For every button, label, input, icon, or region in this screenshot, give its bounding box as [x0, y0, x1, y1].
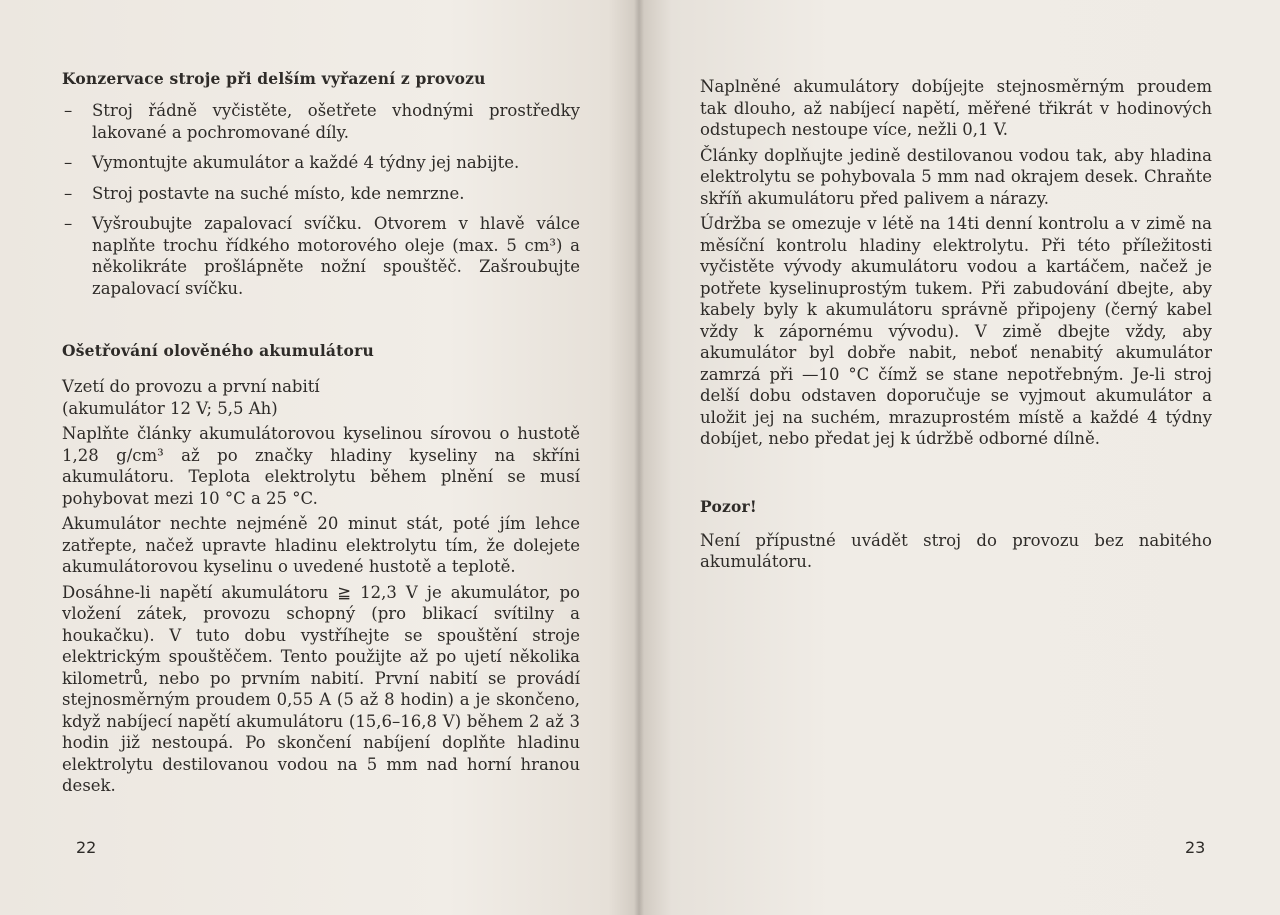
- paragraph: Akumulátor nechte nejméně 20 minut stát, poté jím lehce zatřepte, načež upravte hladinu elektrolytu tím, že dolejete akumulátorovou kyselinu o uvedené hustotě a teplotě.: [62, 514, 580, 576]
- page-number-right: 23: [1185, 838, 1206, 857]
- intro-line: (akumulátor 12 V; 5,5 Ah): [62, 398, 278, 418]
- right-page-content: [700, 76, 1212, 573]
- warning-heading: Pozor!: [700, 496, 757, 516]
- page-number-left: 22: [76, 838, 97, 857]
- list-item: – Stroj postavte na suché místo, kde nemrzne.: [62, 183, 580, 205]
- paragraph: Naplňte články akumulátorovou kyselinou sírovou o hustotě 1,28 g/cm³ až po značky hladiny kyseliny na skříni akumulátoru. Teplota elektrolytu během plnění se musí pohybovat mezi 10 °C a 25 °C.: [62, 424, 580, 508]
- section-heading-battery: Ošetřování olověného akumulátoru: [62, 341, 374, 360]
- paragraph: Články doplňujte jedině destilovanou vodou tak, aby hladina elektrolytu se pohybovala 5 mm nad okrajem desek. Chraňte skříň akumulátoru před palivem a nárazy.: [700, 145, 1212, 208]
- left-page-content: [62, 68, 580, 797]
- list-item: – Stroj řádně vyčistěte, ošetřete vhodnými prostředky lakované a pochromované díly.: [62, 100, 580, 143]
- conservation-list: [62, 100, 580, 299]
- list-item: – Vyšroubujte zapalovací svíčku. Otvorem v hlavě válce naplňte trochu řídkého motorového oleje (max. 5 cm³) a několikráte prošlápněte nožní spouštěč. Zašroubujte zapalovací svíčku.: [62, 213, 580, 299]
- paragraph: Dosáhne-li napětí akumulátoru ≧ 12,3 V je akumulátor, po vložení zátek, provozu schopný (pro blikací svítilny a houkačku). V tuto dobu vystříhejte se spouštění stroje elektrickým spouštěčem. Tento použijte až po ujetí několika kilometrů, nebo po prvním nabití. První nabití se provádí stejnosměrným proudem 0,55 A (5 až 8 hodin) a je skončeno, když nabíjecí napětí akumulátoru (15,6–16,8 V) během 2 až 3 hodin již nestoupá. Po skončení nabíjení doplňte hladinu elektrolytu destilovanou vodou na 5 mm nad horní hranou desek.: [62, 582, 580, 795]
- list-item: – Vymontujte akumulátor a každé 4 týdny jej nabijte.: [62, 152, 580, 174]
- paragraph: Údržba se omezuje v létě na 14ti denní kontrolu a v zimě na měsíční kontrolu hladiny elektrolytu. Při této příležitosti vyčistěte vývody akumulátoru vodou a kartáčem, načež je potřete kyselinuprostým tukem. Při zabudování dbejte, aby kabely byly k akumulátoru správně připojeny (černý kabel vždy k zápornému vývodu). V zimě dbejte vždy, aby akumulátor byl dobře nabit, neboť nenabitý akumulátor zamrzá při —10 °C čímž se stane nepotřebným. Je-li stroj delší dobu odstaven doporučuje se vyjmout akumulátor a uložit jej na suchém, mrazuprostém místě a každé 4 týdny dobíjet, nebo předat jej k údržbě odborné dílně.: [700, 214, 1212, 448]
- warning-text: Není přípustné uvádět stroj do provozu bez nabitého akumulátoru.: [700, 530, 1212, 571]
- paragraph: Naplněné akumulátory dobíjejte stejnosměrným proudem tak dlouho, až nabíjecí napětí, měřené třikrát v hodinových odstupech nestoupe více, nežli 0,1 V.: [700, 77, 1212, 139]
- section-heading-conservation: Konzervace stroje při delším vyřazení z provozu: [62, 69, 486, 88]
- intro-line: Vzetí do provozu a první nabití: [62, 377, 320, 396]
- book-gutter: [634, 0, 644, 915]
